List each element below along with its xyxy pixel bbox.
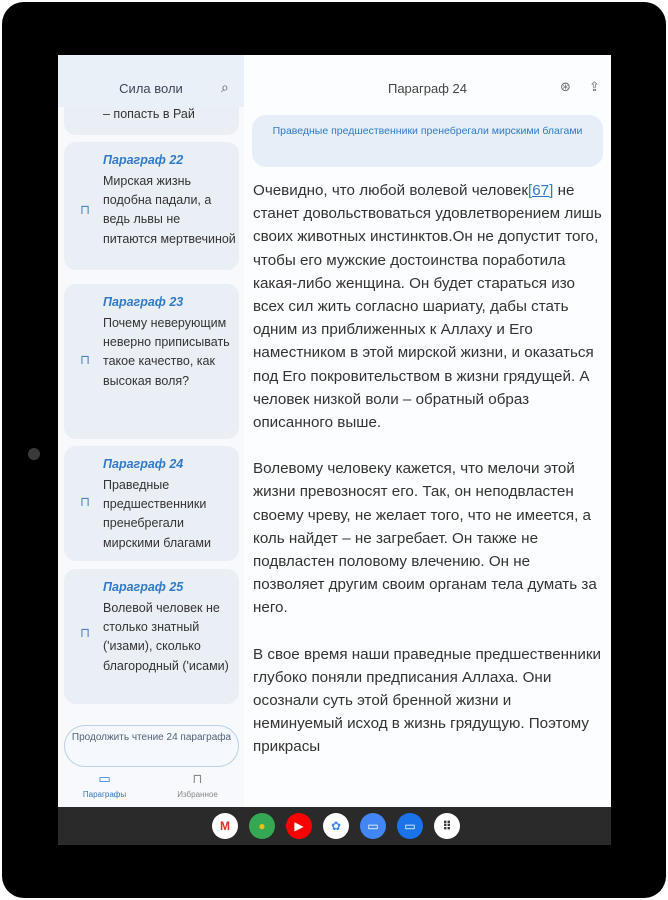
list-item[interactable] [64, 142, 239, 270]
share-icon[interactable]: ⇪ [589, 79, 600, 94]
continue-reading-button[interactable]: Продолжить чтение 24 параграфа [64, 725, 239, 767]
paragraph [253, 179, 605, 434]
card-title: Параграф 22 [103, 153, 184, 167]
card-desc: Праведные предшественники пренебрегали мирскими благами [103, 478, 211, 550]
card-desc: – попасть в Рай [103, 107, 195, 121]
text-segment: не станет довольствоваться удовлетворением лишь своих животных инстинктов.Он не допустит того, чтобы его мужские достоинства поработила какая-либо женщина. Он будет стараться изо всех сил жить согласно шариату, дабы стать одним из приближенных к Аллаху и Его наместником в этой мирской жизни, и оказаться под Его покровительством в жизни грядущей. А человек низкой воли – обратный образ описанного выше. [253, 182, 602, 432]
meet-app-icon[interactable]: ▭ [360, 813, 386, 839]
paragraph-banner: Праведные предшественники пренебрегали мирскими благами [252, 115, 603, 167]
search-icon[interactable]: ⌕ [221, 79, 229, 95]
reader-pane [244, 55, 611, 807]
chrome-app-icon[interactable]: ● [249, 813, 275, 839]
book-title: Сила воли [119, 81, 183, 96]
bookmark-icon[interactable]: ⊓ [80, 352, 91, 367]
bookmark-icon[interactable]: ⊓ [80, 202, 91, 217]
left-header [58, 55, 244, 107]
article-body [253, 179, 605, 782]
card-title: Параграф 25 [103, 580, 184, 594]
bookmark-icon[interactable]: ⊓ [80, 494, 91, 509]
footnote-link[interactable]: [67] [528, 182, 554, 199]
bookmark-icon: ⊓ [192, 771, 203, 786]
list-item[interactable] [64, 569, 239, 704]
page-title: Параграф 24 [387, 81, 467, 96]
nav-favorites[interactable] [151, 771, 244, 799]
paragraph: В свое время наши праведные предшественники глубоко поняли предписания Аллаха. Они осознали суть этой бренной жизни и неминуемый исход в жизнь грядущую. Поэтому прикрасы [253, 645, 602, 756]
paragraph-list-pane [58, 55, 244, 807]
bookmark-icon[interactable]: ⊓ [80, 625, 91, 640]
taskbar [58, 807, 611, 845]
camera [28, 448, 40, 460]
nav-label: Избранное [177, 790, 218, 799]
paragraph: Волевому человеку кажется, что мелочи этой жизни превозносят его. Так, он неподвластен своему чреву, не желает того, что не имеется, а коль найдет – не загребает. Он также не подвластен половому влечению. Он не позволяет другим своим органам тела думать за него. [253, 460, 597, 617]
book-icon: ▭ [98, 771, 111, 786]
card-title: Параграф 24 [103, 457, 184, 471]
gmail-app-icon[interactable]: M [212, 813, 238, 839]
youtube-app-icon[interactable]: ▶ [286, 813, 312, 839]
list-item[interactable] [64, 284, 239, 439]
bottom-nav [58, 767, 244, 807]
list-item[interactable] [64, 446, 239, 561]
card-desc: Почему неверующим неверно приписывать такое качество, как высокая воля? [103, 316, 230, 388]
nav-paragraphs[interactable] [58, 771, 151, 799]
settings-icon[interactable]: ⊛ [560, 79, 571, 94]
app-screen [58, 55, 611, 845]
card-desc: Мирская жизнь подобна падали, а ведь львы не питаются мертвечиной [103, 174, 236, 246]
apps-app-icon[interactable]: ⠿ [434, 813, 460, 839]
photos-app-icon[interactable]: ✿ [323, 813, 349, 839]
text-segment: Очевидно, что любой волевой человек [253, 182, 529, 199]
messages-app-icon[interactable]: ▭ [397, 813, 423, 839]
card-title: Параграф 23 [103, 295, 184, 309]
nav-label: Параграфы [82, 790, 127, 799]
card-desc: Волевой человек не столько знатный ('изами), сколько благородный ('исами) [103, 601, 229, 673]
